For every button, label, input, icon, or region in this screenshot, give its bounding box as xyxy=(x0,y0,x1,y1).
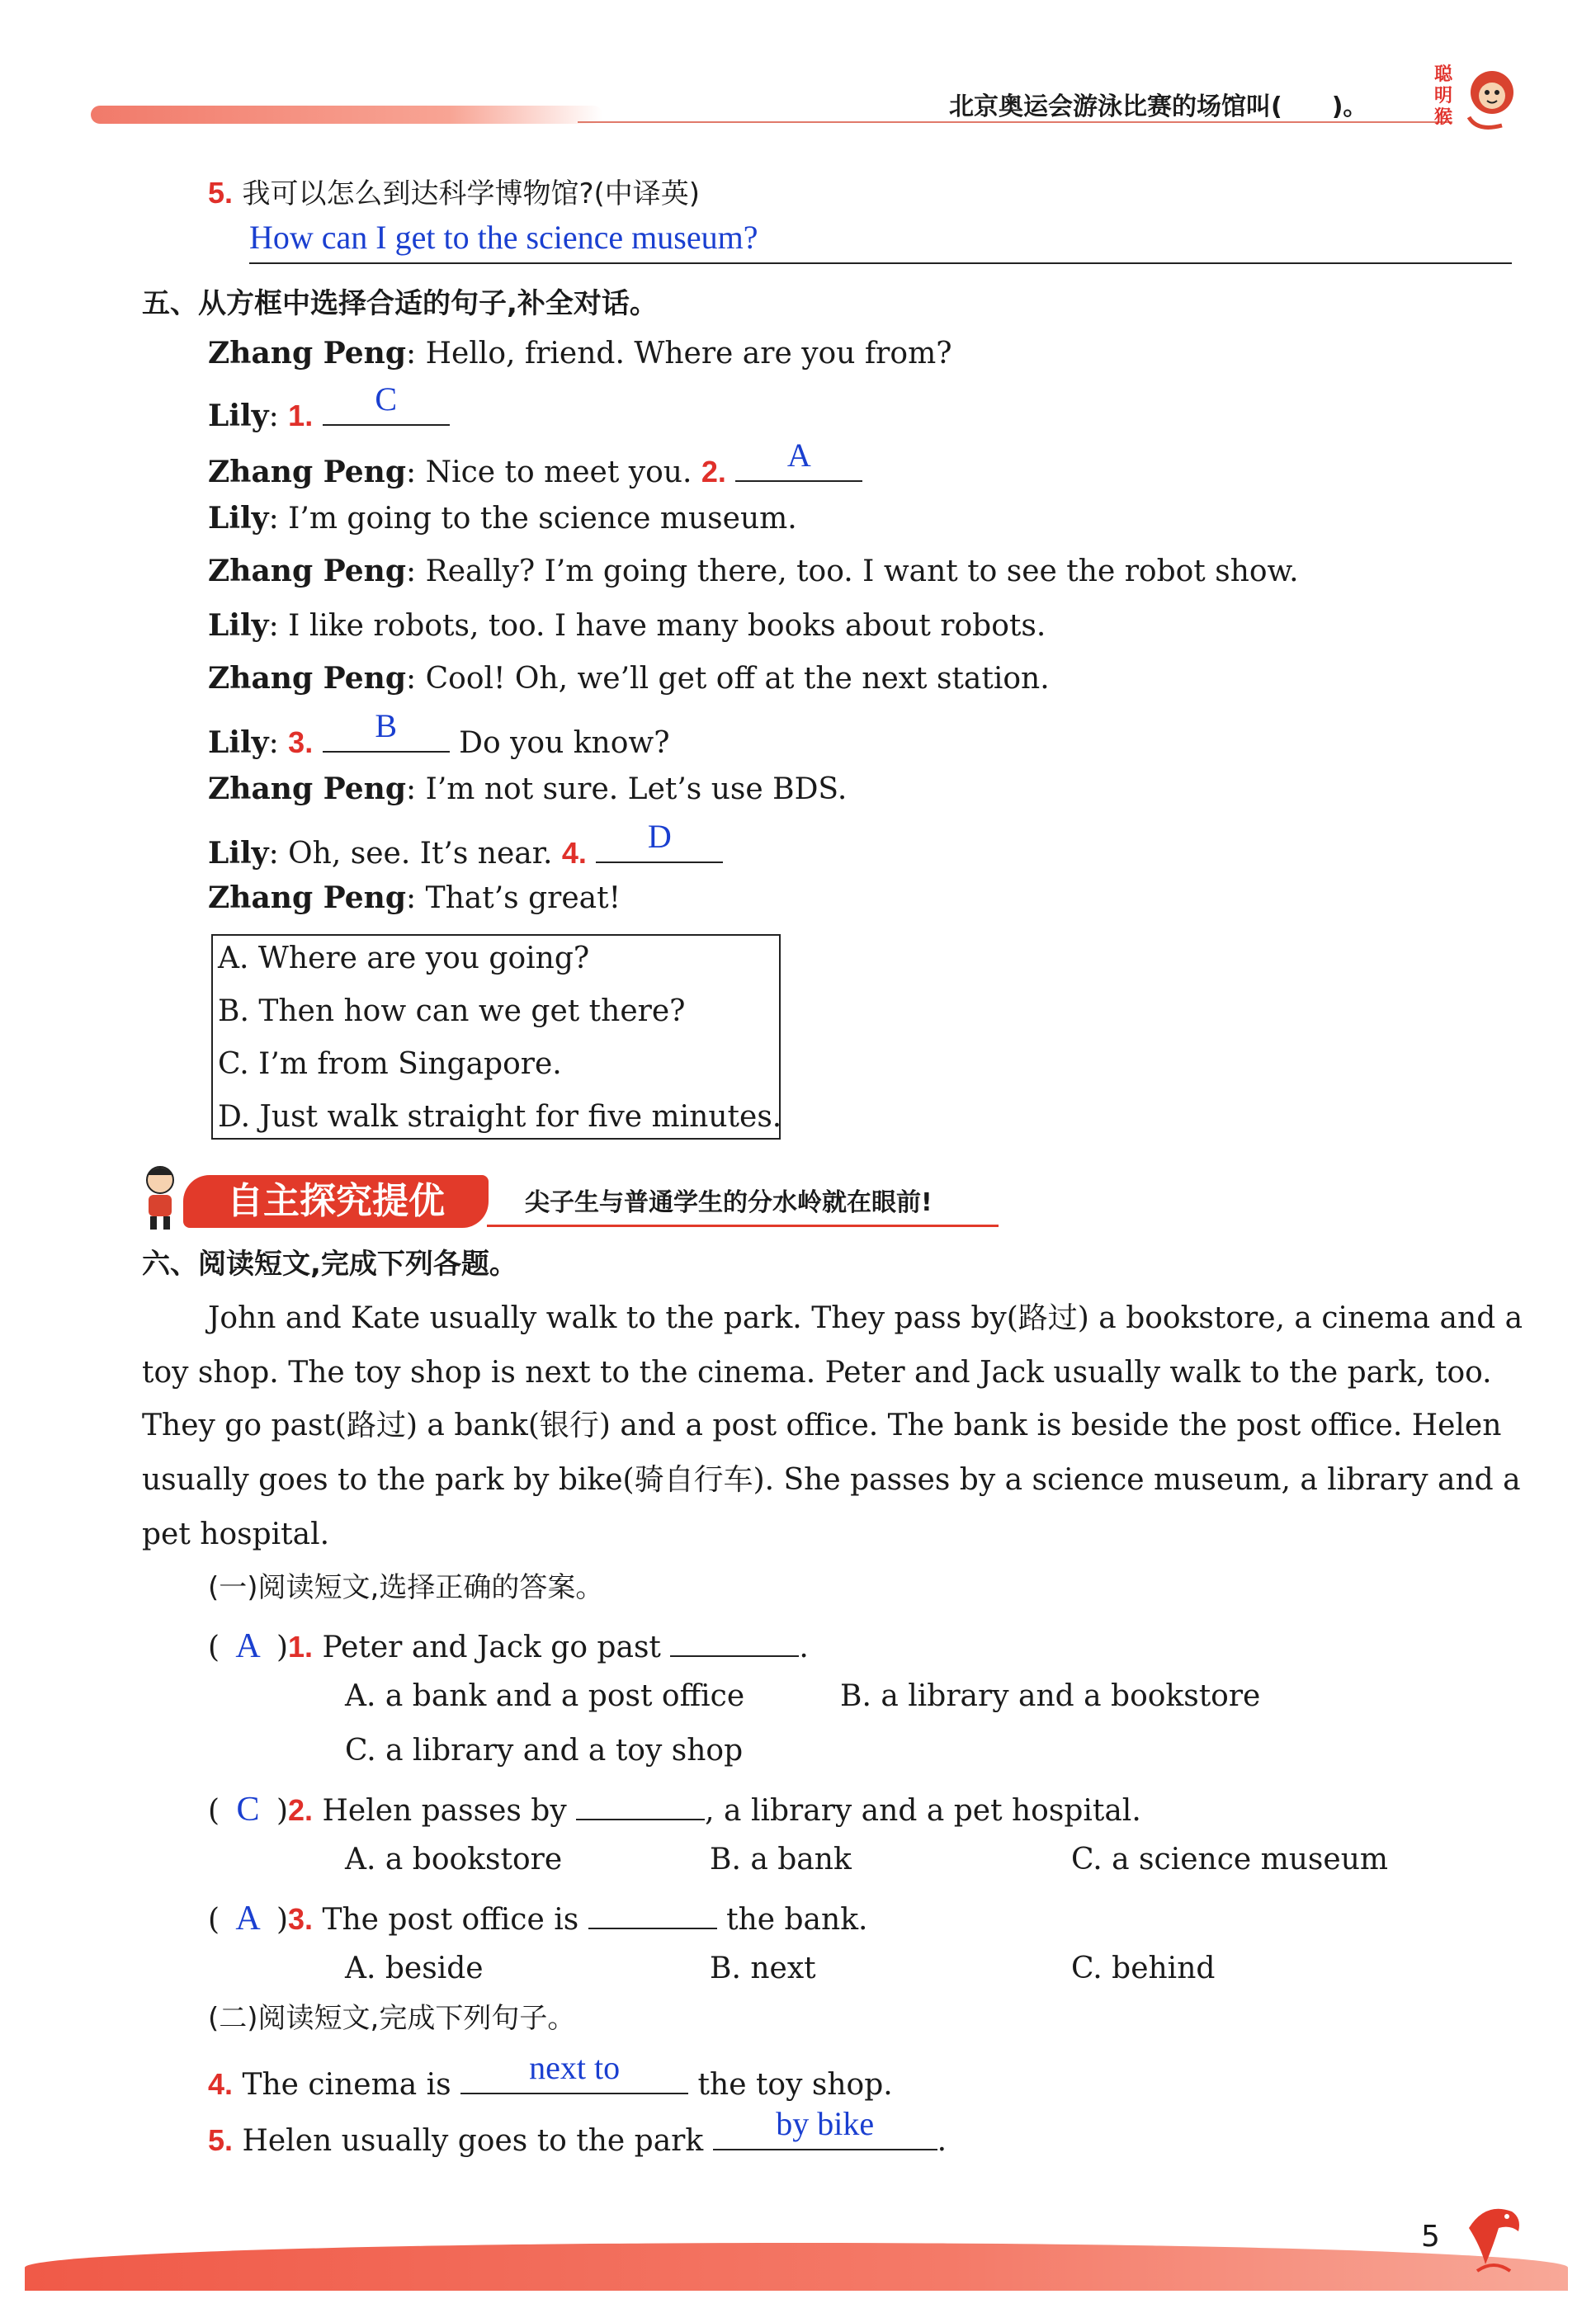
fill-answer: by bike xyxy=(776,2105,875,2142)
monkey-mascot-icon xyxy=(1452,59,1518,135)
dolphin-icon xyxy=(1461,2195,1527,2278)
fill-question-5 xyxy=(208,2105,947,2161)
dialog-line xyxy=(208,769,847,810)
paren: ) xyxy=(267,1794,288,1828)
mc-choice: A. a bank and a post office xyxy=(345,1679,745,1713)
question-number: 4. xyxy=(208,2067,234,2101)
mc-choice: C. behind xyxy=(1071,1952,1216,1985)
dialog-text: Hello, friend. Where are you from? xyxy=(425,337,952,371)
mc-choice: C. a library and a toy shop xyxy=(345,1734,744,1768)
colon: : xyxy=(268,609,289,643)
colon: : xyxy=(406,337,426,371)
dialog-line xyxy=(208,498,797,539)
colon: : xyxy=(268,399,289,433)
mc-answer[interactable]: A xyxy=(235,1627,261,1665)
mc-question xyxy=(208,1895,867,1940)
passage-line: usually goes to the park by bike(骑自行车). She passes by a science museum, a library and a xyxy=(142,1463,1521,1497)
colon: : xyxy=(268,837,289,871)
passage-line: They go past(路过) a bank(银行) and a post office. The bank is beside the post office. Helen xyxy=(142,1409,1502,1442)
answer-blank[interactable] xyxy=(323,380,450,426)
paren: ) xyxy=(267,1903,288,1937)
fill-blank[interactable] xyxy=(713,2105,937,2150)
question-number: 3. xyxy=(288,1902,314,1936)
dialog-text: I like robots, too. I have many books about robots. xyxy=(288,609,1046,643)
answer-letter: D xyxy=(647,818,672,855)
header-band xyxy=(91,106,602,124)
footer-band xyxy=(25,2243,1568,2291)
question-number: 4. xyxy=(561,836,587,870)
answer-blank[interactable] xyxy=(596,818,723,863)
question-number: 1. xyxy=(288,399,314,432)
colon: : xyxy=(406,555,426,588)
colon: : xyxy=(268,726,289,760)
speaker-name: Zhang Peng xyxy=(208,455,407,489)
colon: : xyxy=(406,772,426,806)
mc-choice: A. beside xyxy=(345,1952,484,1985)
paren: ( xyxy=(208,1794,229,1828)
banner-slogan: 尖子生与普通学生的分水岭就在眼前! xyxy=(525,1188,933,1217)
dialog-line xyxy=(208,818,723,874)
q5-answer: How can I get to the science museum? xyxy=(249,219,758,256)
mc-blank xyxy=(588,1895,717,1929)
dialog-text: I’m going to the science museum. xyxy=(288,502,797,536)
question-number: 5. xyxy=(208,2123,234,2157)
question-number: 2. xyxy=(701,455,726,489)
dialog-text: Nice to meet you. xyxy=(425,456,692,489)
banner-rule xyxy=(487,1225,999,1227)
section-banner: 自主探究提优 xyxy=(183,1175,489,1228)
speaker-name: Zhang Peng xyxy=(208,661,407,696)
answer-blank[interactable] xyxy=(323,707,450,753)
speaker-name: Lily xyxy=(208,608,269,643)
mc-blank xyxy=(576,1786,705,1820)
colon: : xyxy=(406,881,426,915)
dialog-line xyxy=(208,551,1299,592)
dialog-text: Do you know? xyxy=(459,726,670,760)
q5-prompt: 我可以怎么到达科学博物馆?(中译英) xyxy=(242,177,701,210)
speaker-name: Lily xyxy=(208,725,269,760)
answer-blank[interactable] xyxy=(735,437,862,482)
dialog-line xyxy=(208,878,621,918)
mc-stem: . xyxy=(799,1631,809,1664)
fill-pre: Helen usually goes to the park xyxy=(242,2124,704,2158)
dialog-text: Oh, see. It’s near. xyxy=(288,837,553,871)
mc-question xyxy=(208,1622,809,1668)
option-c: C. I’m from Singapore. xyxy=(218,1047,562,1081)
paren: ( xyxy=(208,1631,229,1664)
passage-line: John and Kate usually walk to the park. They pass by(路过) a bookstore, a cinema and a xyxy=(208,1301,1523,1335)
dialog-line xyxy=(208,707,670,763)
mc-answer[interactable]: A xyxy=(235,1900,261,1938)
page-number: 5 xyxy=(1421,2220,1440,2254)
option-a: A. Where are you going? xyxy=(218,942,590,975)
dialog-line xyxy=(208,333,952,374)
answer-letter: C xyxy=(375,380,397,418)
dialog-text: That’s great! xyxy=(425,881,621,915)
speaker-name: Zhang Peng xyxy=(208,554,407,588)
mc-blank xyxy=(670,1622,799,1657)
dialog-text: Cool! Oh, we’ll get off at the next station. xyxy=(425,662,1050,696)
dialog-line xyxy=(208,380,450,437)
mc-stem: The post office is xyxy=(322,1903,579,1937)
mc-choice: C. a science museum xyxy=(1071,1843,1389,1876)
fill-post: . xyxy=(937,2124,947,2158)
q5-prompt-line xyxy=(208,173,700,214)
mc-choice: B. a library and a bookstore xyxy=(840,1679,1261,1713)
mc-stem: Helen passes by xyxy=(322,1794,567,1828)
mascot-text: 聪明猴 xyxy=(1434,64,1453,128)
question-number: 5. xyxy=(208,176,234,210)
speaker-name: Lily xyxy=(208,399,269,433)
paren: ( xyxy=(208,1903,229,1937)
colon: : xyxy=(406,662,426,696)
speaker-name: Zhang Peng xyxy=(208,772,407,806)
colon: : xyxy=(268,502,289,536)
mc-question xyxy=(208,1786,1141,1831)
dialog-line xyxy=(208,606,1046,646)
answer-letter: B xyxy=(375,707,397,744)
part5-title: 五、从方框中选择合适的句子,补全对话。 xyxy=(142,287,658,320)
colon: : xyxy=(406,456,426,489)
part6-title: 六、阅读短文,完成下列各题。 xyxy=(142,1248,517,1281)
fill-answer: next to xyxy=(529,2049,621,2086)
passage-line: pet hospital. xyxy=(142,1518,330,1551)
speaker-name: Zhang Peng xyxy=(208,880,407,915)
dialog-text: Really? I’m going there, too. I want to see the robot show. xyxy=(425,555,1299,588)
speaker-name: Zhang Peng xyxy=(208,336,407,371)
speaker-name: Lily xyxy=(208,501,269,536)
paren: ) xyxy=(267,1631,288,1664)
mc-stem: the bank. xyxy=(726,1903,868,1937)
question-number: 3. xyxy=(288,725,314,759)
student-mascot-icon xyxy=(137,1164,183,1233)
mc-answer[interactable]: C xyxy=(236,1791,260,1829)
mc-stem: , a library and a pet hospital. xyxy=(705,1794,1141,1828)
dialog-line xyxy=(208,658,1050,699)
sub-section-2: (二)阅读短文,完成下列句子。 xyxy=(208,2002,576,2035)
fill-blank[interactable] xyxy=(460,2049,688,2094)
option-b: B. Then how can we get there? xyxy=(218,994,686,1028)
answer-line xyxy=(249,262,1512,264)
question-number: 1. xyxy=(288,1630,314,1664)
answer-letter: A xyxy=(786,437,811,474)
speaker-name: Lily xyxy=(208,836,269,871)
sub-section-1: (一)阅读短文,选择正确的答案。 xyxy=(208,1571,604,1604)
question-number: 2. xyxy=(288,1793,314,1827)
mc-stem: Peter and Jack go past xyxy=(322,1631,661,1664)
dialog-text: I’m not sure. Let’s use BDS. xyxy=(425,772,848,806)
fill-question-4 xyxy=(208,2049,893,2105)
passage-line: toy shop. The toy shop is next to the cinema. Peter and Jack usually walk to the park, too. xyxy=(142,1356,1492,1390)
mc-choice: B. a bank xyxy=(710,1843,852,1876)
fill-post: the toy shop. xyxy=(697,2068,893,2102)
fill-pre: The cinema is xyxy=(242,2068,451,2102)
mc-choice: B. next xyxy=(710,1952,816,1985)
mc-choice: A. a bookstore xyxy=(345,1843,563,1876)
option-d: D. Just walk straight for five minutes. xyxy=(218,1100,782,1134)
header-trivia: 北京奥运会游泳比赛的场馆叫( )。 xyxy=(949,92,1368,121)
dialog-line xyxy=(208,437,862,493)
